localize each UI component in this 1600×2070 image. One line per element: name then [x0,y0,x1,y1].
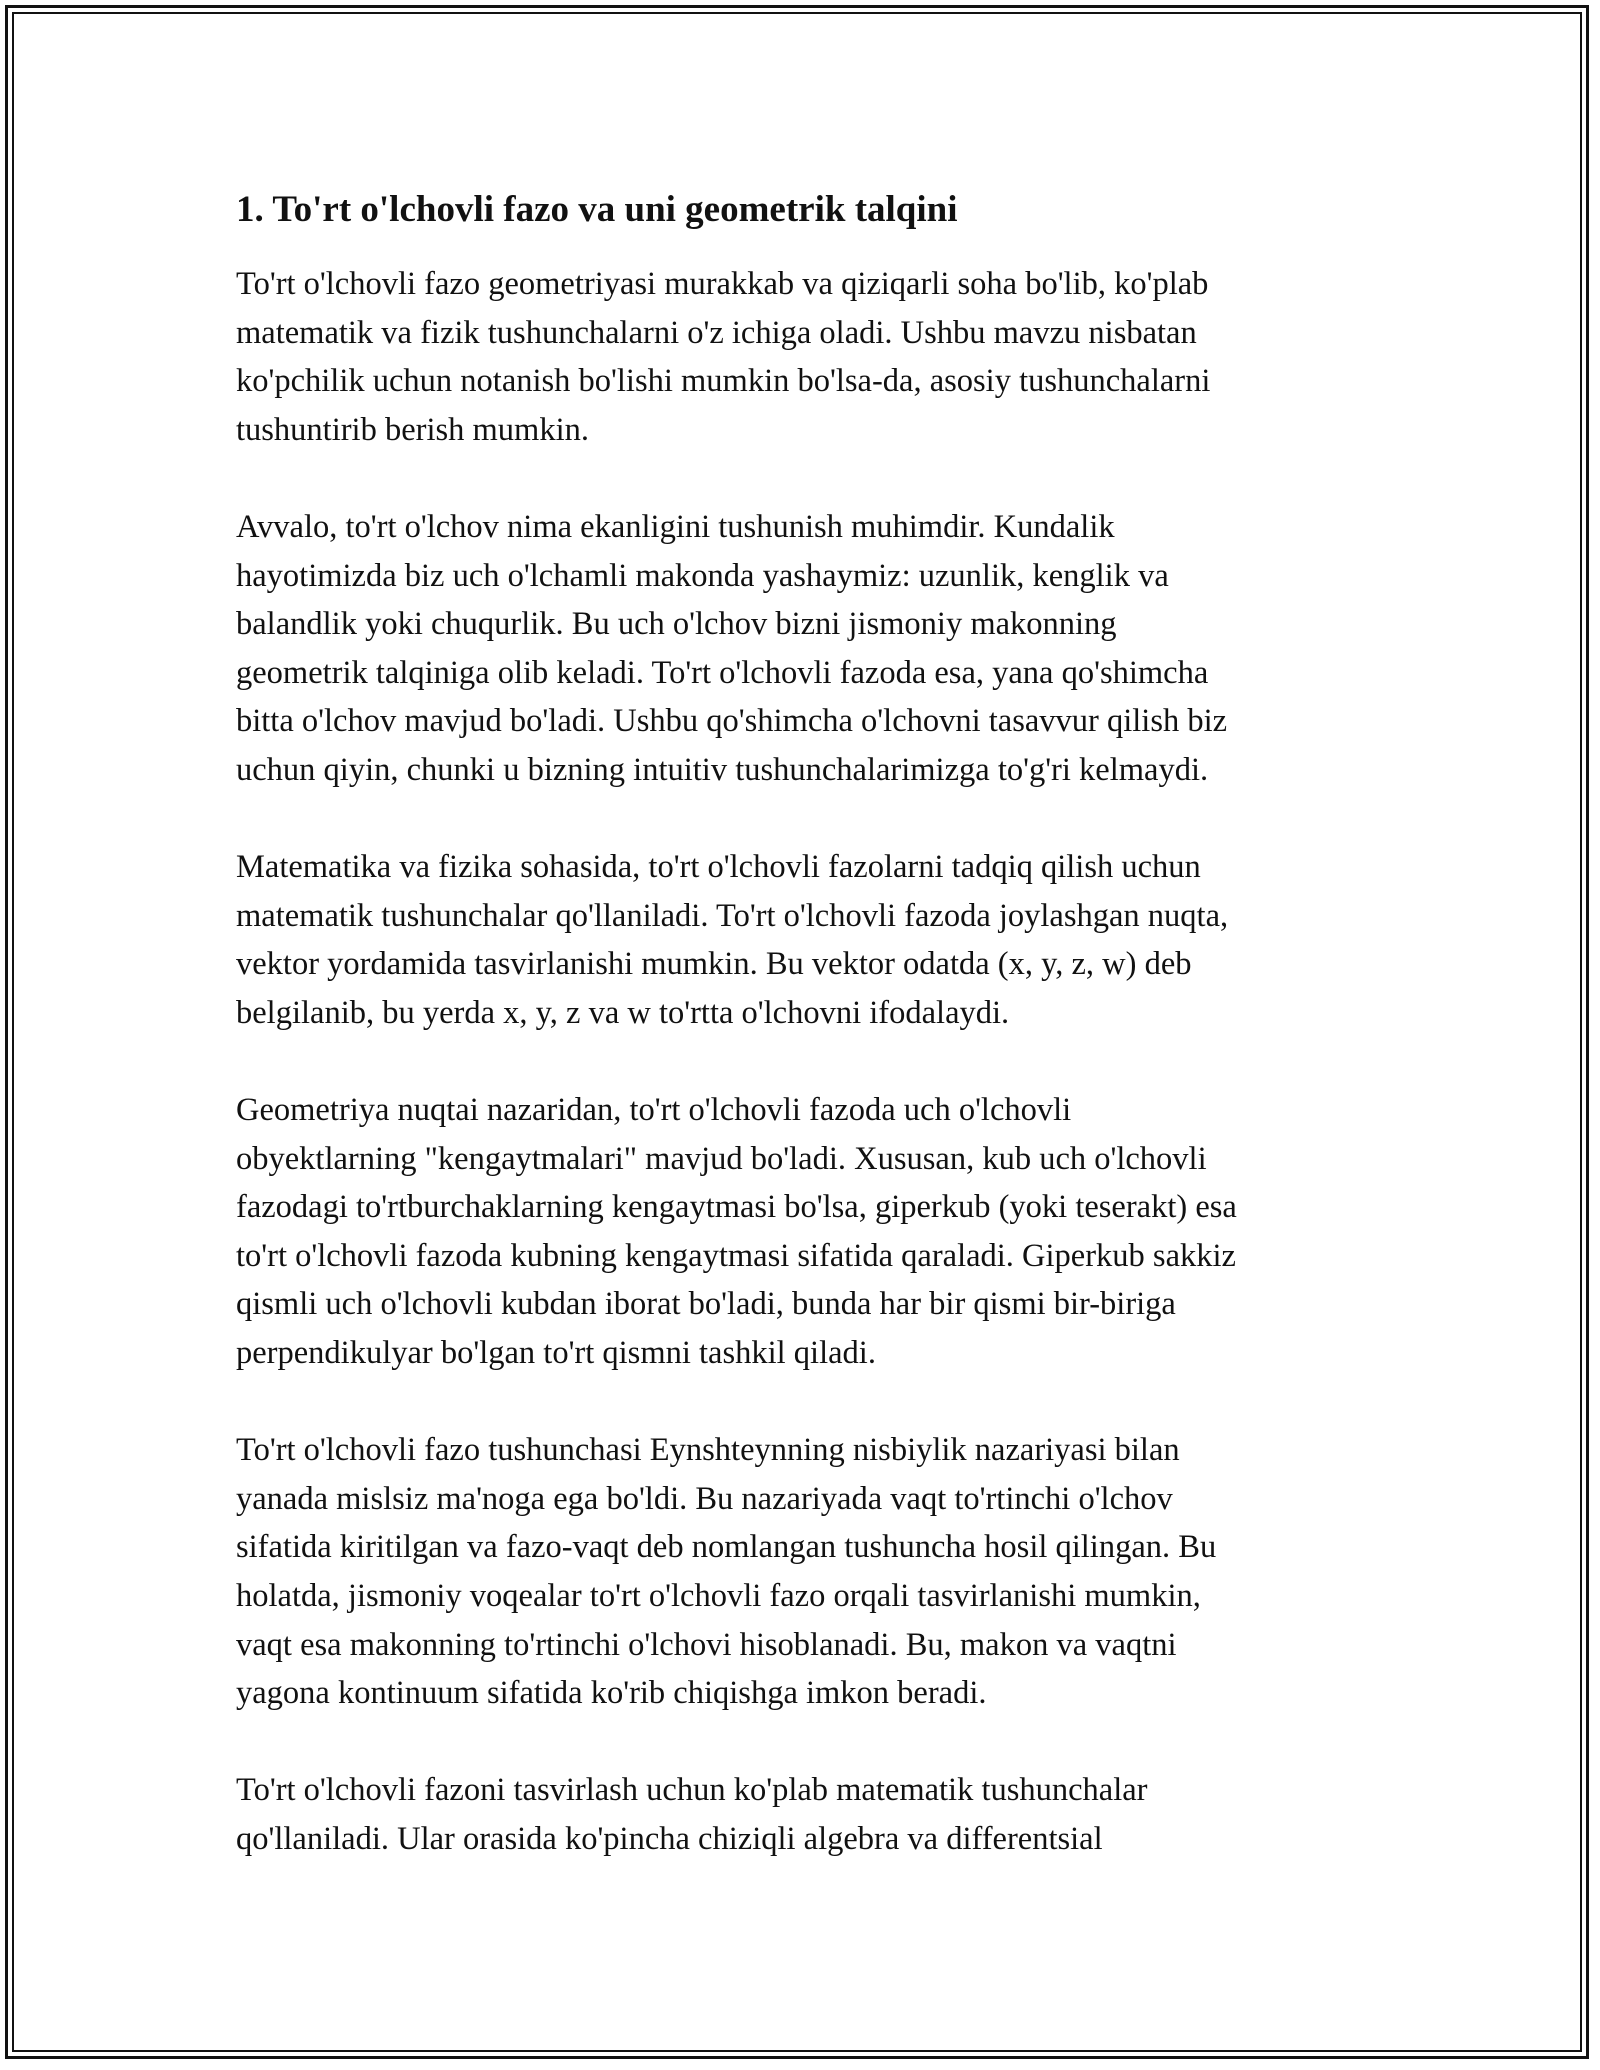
text-line: yanada mislsiz ma'noga ega bo'ldi. Bu nazariyada vaqt to'rtinchi o'lchov [236,1480,1173,1517]
text-line: hayotimizda biz uch o'lchamli makonda yashaymiz: uzunlik, kenglik va [236,557,1169,594]
text-line: vektor yordamida tasvirlanishi mumkin. Bu vektor odatda (x, y, z, w) deb [236,946,1192,983]
paragraph-geometry [236,1086,1376,1378]
paragraph-dimensions [236,503,1376,795]
section-heading: 1. To'rt o'lchovli fazo va uni geometrik talqini [236,189,958,230]
text-line: balandlik yoki chuqurlik. Bu uch o'lchov bizni jismoniy makonning [236,606,1117,643]
text-line: Matematika va fizika sohasida, to'rt o'lchovli fazolarni tadqiq qilish uchun [236,849,1201,886]
text-line: tushuntirib berish mumkin. [236,411,589,448]
text-line: obyektlarning "kengaytmalari" mavjud bo'ladi. Xususan, kub uch o'lchovli [236,1140,1207,1177]
text-line: to'rt o'lchovli fazoda kubning kengaytmasi sifatida qaraladi. Giperkub sakkiz [236,1237,1236,1274]
text-line: geometrik talqiniga olib keladi. To'rt o'lchovli fazoda esa, yana qo'shimcha [236,654,1209,691]
text-line: uchun qiyin, chunki u bizning intuitiv tushunchalarimizga to'g'ri kelmaydi. [236,751,1209,788]
paragraph-math-physics [236,843,1376,1037]
text-line: holatda, jismoniy voqealar to'rt o'lchovli fazo orqali tasvirlanishi mumkin, [236,1578,1201,1615]
text-line: qismli uch o'lchovli kubdan iborat bo'ladi, bunda har bir qismi bir-biriga [236,1286,1176,1323]
text-line: To'rt o'lchovli fazoni tasvirlash uchun ko'plab matematik tushunchalar [236,1772,1148,1809]
text-line: yagona kontinuum sifatida ko'rib chiqishga imkon beradi. [236,1675,987,1712]
paragraph-relativity [236,1426,1376,1718]
paragraph-intro [236,260,1376,454]
text-line: qo'llaniladi. Ular orasida ko'pincha chiziqli algebra va differentsial [236,1821,1103,1857]
text-line: matematik tushunchalar qo'llaniladi. To'rt o'lchovli fazoda joylashgan nuqta, [236,897,1229,934]
text-line: vaqt esa makonning to'rtinchi o'lchovi hisoblanadi. Bu, makon va vaqtni [236,1626,1177,1663]
text-line: Geometriya nuqtai nazaridan, to'rt o'lchovli fazoda uch o'lchovli [236,1092,1072,1129]
paragraph-representation [236,1766,1376,1863]
text-line: sifatida kiritilgan va fazo-vaqt deb nomlangan tushuncha hosil qilingan. Bu [236,1529,1217,1566]
text-line: fazodagi to'rtburchaklarning kengaytmasi bo'lsa, giperkub (yoki teserakt) esa [236,1189,1237,1226]
text-line: bitta o'lchov mavjud bo'ladi. Ushbu qo'shimcha o'lchovni tasavvur qilish biz [236,703,1228,740]
text-line: Avvalo, to'rt o'lchov nima ekanligini tushunish muhimdir. Kundalik [236,508,1115,545]
text-line: To'rt o'lchovli fazo tushunchasi Eynshteynning nisbiylik nazariyasi bilan [236,1432,1180,1469]
text-line: To'rt o'lchovli fazo geometriyasi murakkab va qiziqarli soha bo'lib, ko'plab [236,266,1209,302]
text-line: ko'pchilik uchun notanish bo'lishi mumkin bo'lsa-da, asosiy tushunchalarni [236,363,1211,400]
text-line: matematik va fizik tushunchalarni o'z ichiga oladi. Ushbu mavzu nisbatan [236,314,1197,351]
document-body [236,186,1376,1912]
text-line: perpendikulyar bo'lgan to'rt qismni tashkil qiladi. [236,1335,876,1372]
text-line: belgilanib, bu yerda x, y, z va w to'rtta o'lchovni ifodalaydi. [236,994,1010,1031]
